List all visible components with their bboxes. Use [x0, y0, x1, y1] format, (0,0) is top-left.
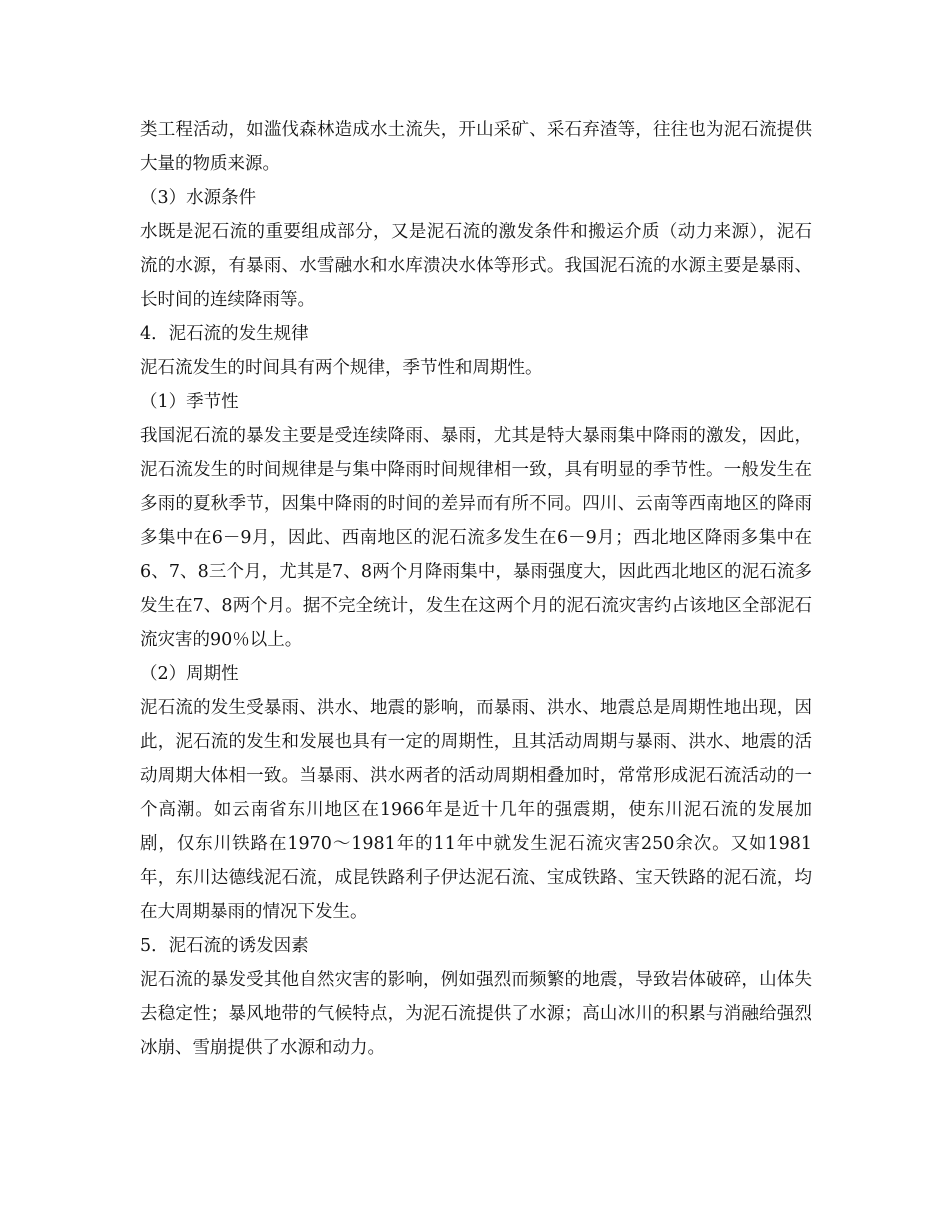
- paragraph-seasonality: 我国泥石流的暴发主要是受连续降雨、暴雨，尤其是特大暴雨集中降雨的激发，因此，泥石流发生的时间规律是与集中降雨时间规律相一致，具有明显的季节性。一般发生在多雨的夏秋季节，因集中降雨的时间的差异而有所不同。四川、云南等西南地区的降雨多集中在6－9月，因此、西南地区的泥石流多发生在6－9月；西北地区降雨多集中在6、7、8三个月，尤其是7、8两个月降雨集中，暴雨强度大，因此西北地区的泥石流多发生在7、8两个月。据不完全统计，发生在这两个月的泥石流灾害约占该地区全部泥石流灾害的90％以上。: [140, 426, 812, 650]
- section-heading-triggering-factors: 5．泥石流的诱发因素: [140, 936, 309, 956]
- paragraph-material-source-end: 类工程活动，如滥伐森林造成水土流失，开山采矿、采石弃渣等，往往也为泥石流提供大量的物质来源。: [140, 120, 812, 174]
- section-heading-occurrence-patterns: 4．泥石流的发生规律: [140, 324, 309, 344]
- paragraph-triggering-factors: 泥石流的暴发受其他自然灾害的影响，例如强烈而频繁的地震，导致岩体破碎，山体失去稳定性；暴风地带的气候特点，为泥石流提供了水源；高山冰川的积累与消融给强烈冰崩、雪崩提供了水源和动力。: [140, 970, 812, 1058]
- paragraph-water-source: 水既是泥石流的重要组成部分，又是泥石流的激发条件和搬运介质（动力来源），泥石流的水源，有暴雨、水雪融水和水库溃决水体等形式。我国泥石流的水源主要是暴雨、长时间的连续降雨等。: [140, 222, 812, 310]
- heading-periodicity: （2）周期性: [140, 664, 239, 684]
- heading-water-source-conditions: （3）水源条件: [140, 188, 257, 208]
- heading-seasonality: （1）季节性: [140, 392, 239, 412]
- document-page: [140, 113, 812, 1065]
- paragraph-two-patterns: 泥石流发生的时间具有两个规律，季节性和周期性。: [140, 358, 543, 378]
- paragraph-periodicity: 泥石流的发生受暴雨、洪水、地震的影响，而暴雨、洪水、地震总是周期性地出现，因此，泥石流的发生和发展也具有一定的周期性，且其活动周期与暴雨、洪水、地震的活动周期大体相一致。当暴雨、洪水两者的活动周期相叠加时，常常形成泥石流活动的一个高潮。如云南省东川地区在1966年是近十几年的强震期，使东川泥石流的发展加剧，仅东川铁路在1970～1981年的11年中就发生泥石流灾害250余次。又如1981年，东川达德线泥石流，成昆铁路利子伊达泥石流、宝成铁路、宝天铁路的泥石流，均在大周期暴雨的情况下发生。: [140, 698, 812, 922]
